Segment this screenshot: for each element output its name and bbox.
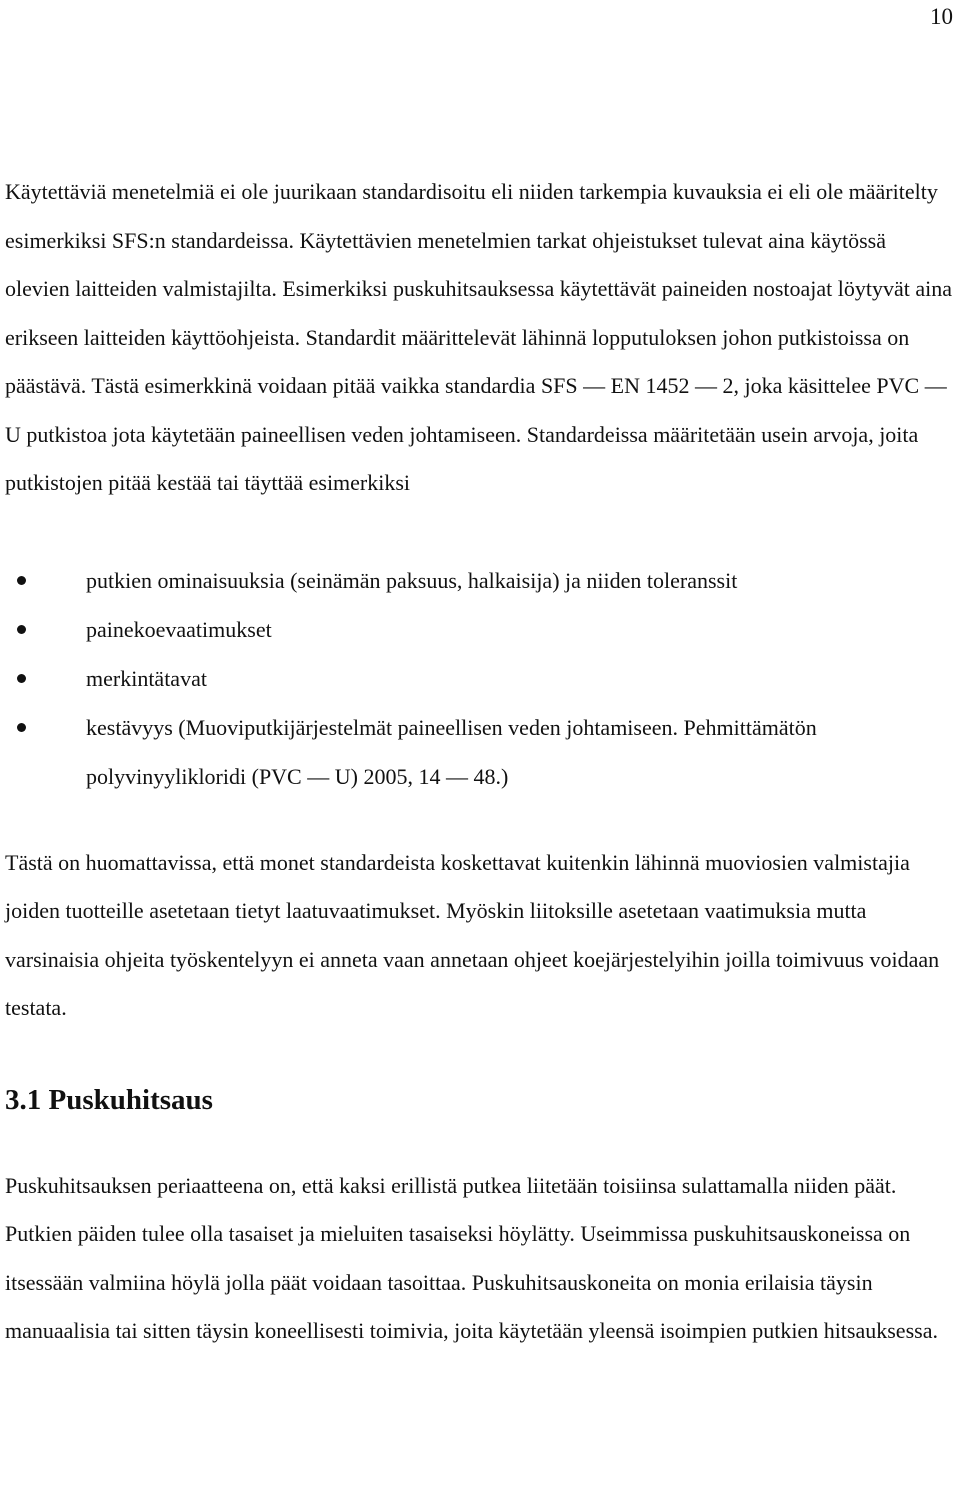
bullet-icon <box>17 674 26 683</box>
list-item-text: merkintätavat <box>86 665 207 691</box>
bullet-icon <box>17 723 26 732</box>
list-item-text: putkien ominaisuuksia (seinämän paksuus, halkaisija) ja niiden toleranssit <box>86 567 738 593</box>
document-body <box>5 168 955 1356</box>
list-item <box>5 605 955 654</box>
list-item-text: painekoevaatimukset <box>86 616 272 642</box>
bullet-icon <box>17 576 26 585</box>
paragraph-standards-intro: Käytettäviä menetelmiä ei ole juurikaan standardisoitu eli niiden tarkempia kuvauksia ei eli ole määritelty esimerkiksi SFS:n standardeissa. Käytettävien menetelmien tarkat ohjeistukset tulevat aina käytössä olevien laitteiden valmistajilta. Esimerkiksi puskuhitsauksessa käytettävät paineiden nostoajat löytyvät aina erikseen laitteiden käyttöohjeista. Standardit määrittelevät lähinnä lopputuloksen johon putkistoissa on päästävä. Tästä esimerkkinä voidaan pitää vaikka standardia SFS — EN 1452 — 2, joka käsittelee PVC — U putkistoa jota käytetään paineellisen veden johtamiseen. Standardeissa määritetään usein arvoja, joita putkistojen pitää kestää tai täyttää esimerkiksi <box>5 179 952 495</box>
list-item <box>5 703 955 801</box>
list-item <box>5 654 955 703</box>
page-number: 10 <box>930 4 953 29</box>
list-item-text: kestävyys (Muoviputkijärjestelmät paineellisen veden johtamiseen. Pehmittämätön polyvinyylikloridi (PVC — U) 2005, 14 — 48.) <box>86 714 817 789</box>
paragraph-butt-welding: Puskuhitsauksen periaatteena on, että kaksi erillistä putkea liitetään toisiinsa sulattamalla niiden päät. Putkien päiden tulee olla tasaiset ja mieluiten tasaiseksi höylätty. Useimmissa puskuhitsauskoneissa on itsessään valmiina höylä jolla päät voidaan tasoittaa. Puskuhitsauskoneita on monia erilaisia täysin manuaalisia tai sitten täysin koneellisesti toimivia, joita käytetään yleensä isoimpien putkien hitsauksessa. <box>5 1172 938 1343</box>
paragraph-observation: Tästä on huomattavissa, että monet standardeista koskettavat kuitenkin lähinnä muoviosien valmistajia joiden tuotteille asetetaan tietyt laatuvaatimukset. Myöskin liitoksille asetetaan vaatimuksia mutta varsinaisia ohjeita työskentelyyn ei anneta vaan annetaan ohjeet koejärjestelyihin joilla toimivuus voidaan testata. <box>5 849 940 1020</box>
bullet-icon <box>17 625 26 634</box>
requirements-list <box>5 556 955 801</box>
list-item <box>5 556 955 605</box>
section-heading: 3.1 Puskuhitsaus <box>5 1083 213 1116</box>
